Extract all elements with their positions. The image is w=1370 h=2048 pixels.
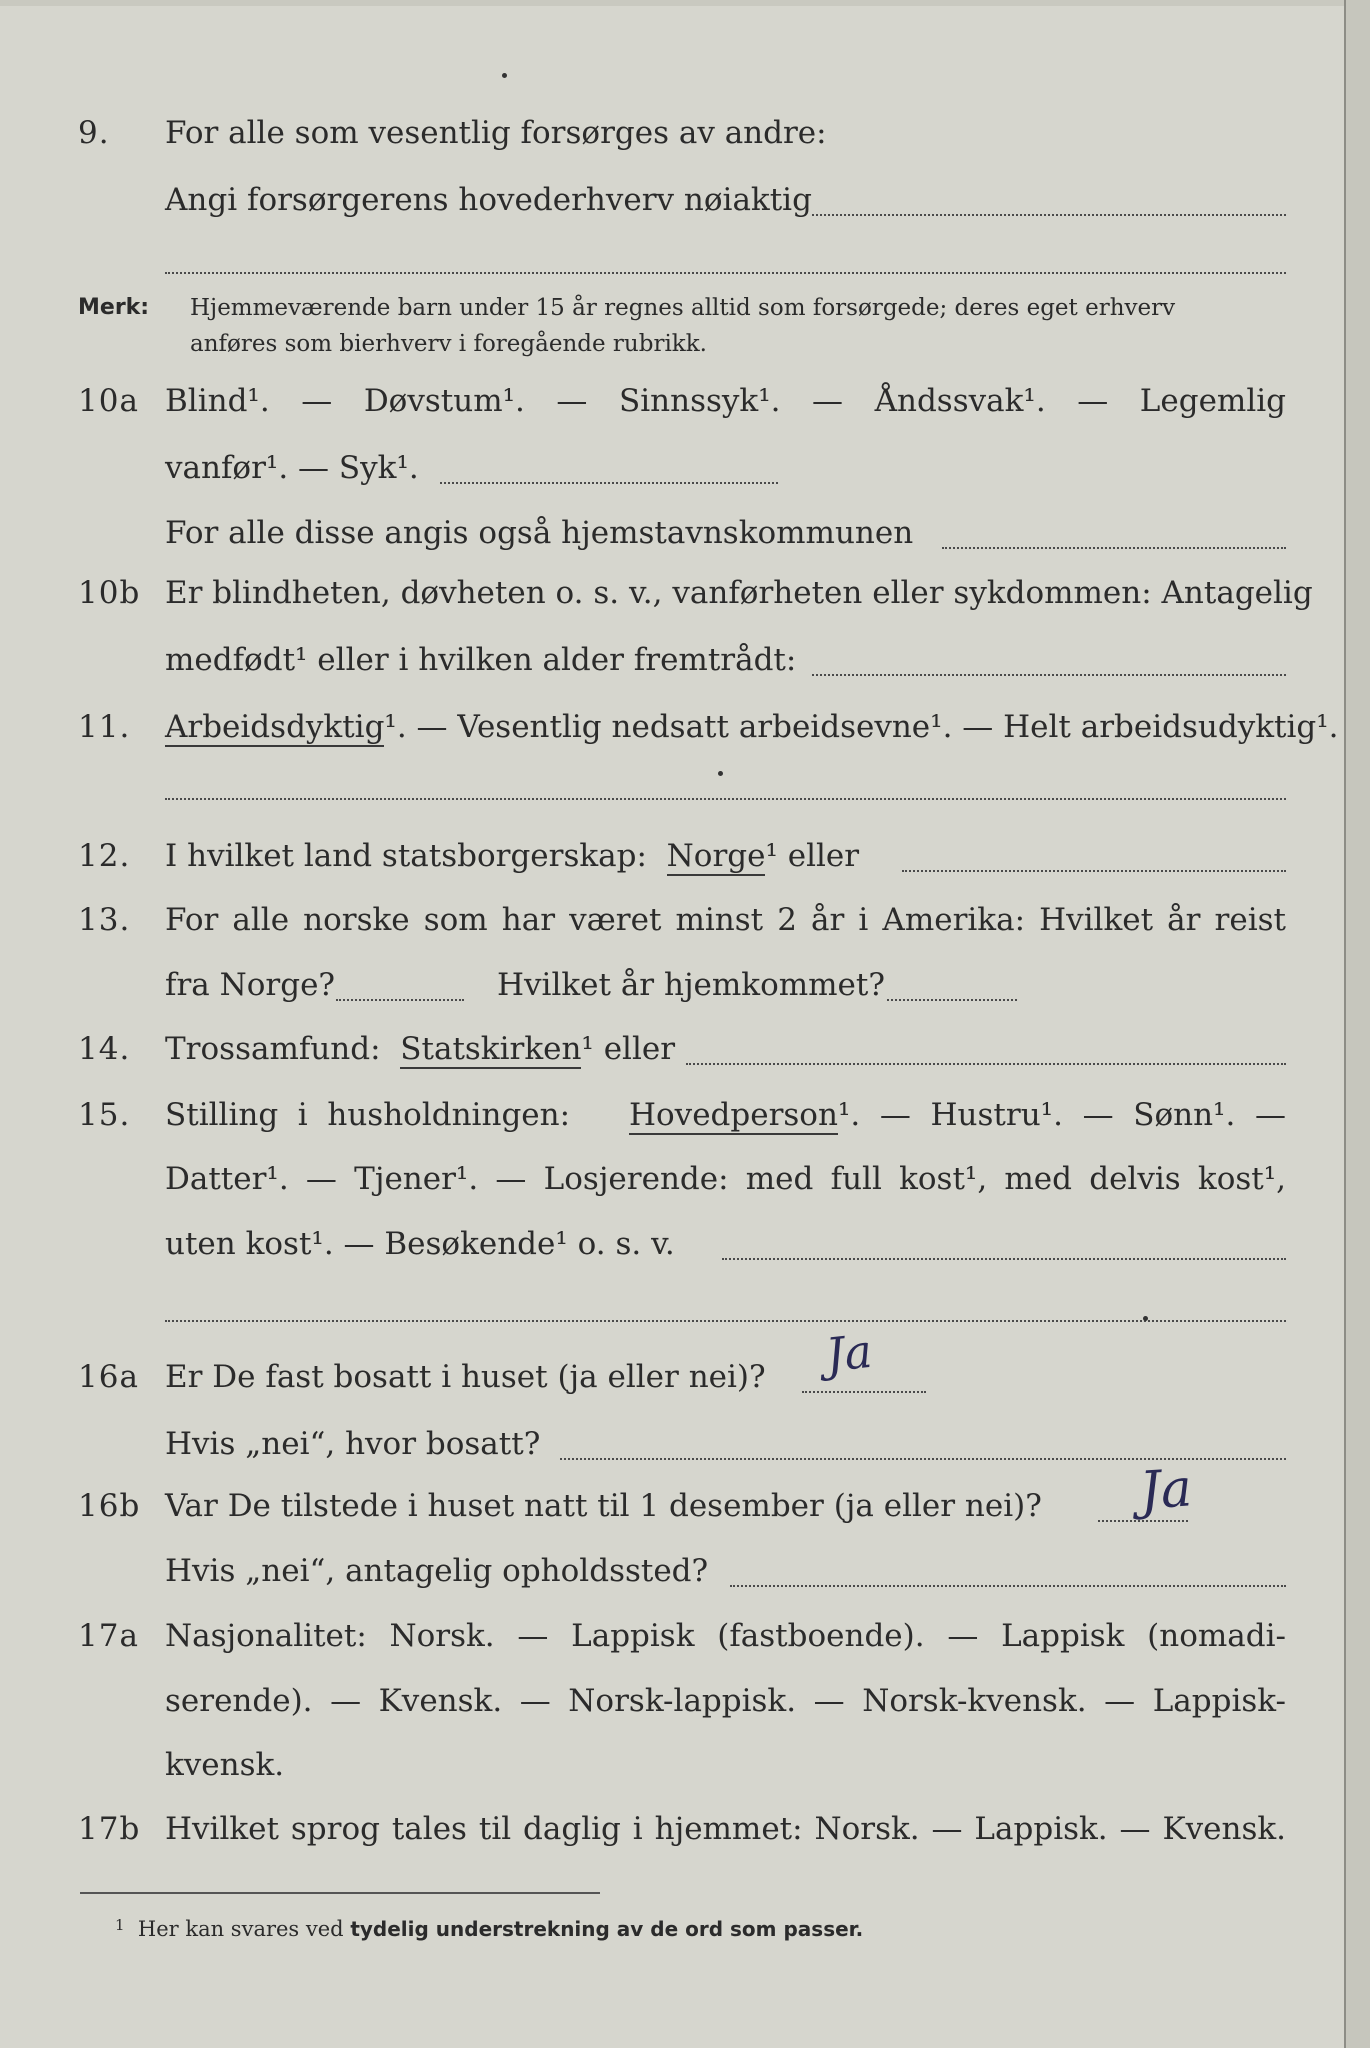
q16b-number: 16b — [78, 1488, 141, 1524]
q15-prompt: Stilling i husholdningen: — [165, 1097, 571, 1133]
merk-text-line1: Hjemmeværende barn under 15 år regnes alltid som forsørgede; deres eget erhverv — [190, 295, 1176, 321]
footnote-bold-text: tydelig understrekning av de ord som passer. — [350, 1917, 864, 1941]
paper-speck — [718, 771, 723, 776]
q10b-text2: medfødt¹ eller i hvilken alder fremtrådt: — [165, 642, 797, 678]
q15-text2: Datter¹. — Tjener¹. — Losjerende: med full kost¹, med delvis kost¹, — [165, 1161, 1286, 1197]
q15-post: ¹. — Hustru¹. — Sønn¹. — — [837, 1097, 1286, 1133]
q10b-line2 — [0, 630, 1320, 690]
q10b-answer-field[interactable] — [812, 674, 1286, 676]
q9-number: 9. — [78, 115, 110, 151]
q16a-line2 — [0, 1414, 1320, 1474]
q10a-number: 10a — [78, 383, 139, 419]
q14-line — [0, 1019, 1320, 1079]
q9-line1 — [0, 103, 1320, 163]
q10b-number: 10b — [78, 575, 141, 611]
q17a-text2: serende). — Kvensk. — Norsk-lappisk. — Norsk-kvensk. — Lappisk- — [165, 1683, 1286, 1719]
q14-answer-field[interactable] — [686, 1063, 1286, 1065]
q9-answer-field[interactable] — [812, 214, 1286, 216]
q16a-handwritten-answer: Ja — [823, 1323, 875, 1383]
q16a-number: 16a — [78, 1359, 139, 1395]
q13-year-left-field[interactable] — [336, 999, 464, 1001]
q14-text — [165, 1019, 675, 1079]
q16a-text: Er De fast bosatt i huset (ja eller nei)? — [165, 1359, 766, 1395]
q16a-line1 — [0, 1347, 1320, 1407]
q9-line2 — [0, 170, 1320, 230]
q10a-text3: For alle disse angis også hjemstavnskommunen — [165, 515, 914, 551]
q15-line1 — [0, 1085, 1320, 1145]
q15-number: 15. — [78, 1097, 131, 1133]
q12-prompt: I hvilket land statsborgerskap: — [165, 838, 647, 874]
q17b-line1 — [0, 1799, 1320, 1859]
q15-answer-field[interactable] — [722, 1258, 1286, 1260]
footnote-rule — [80, 1892, 600, 1894]
q10a-line3 — [0, 503, 1320, 563]
q16a-text2: Hvis „nei“, hvor bosatt? — [165, 1426, 541, 1462]
page-right-edge — [1344, 0, 1370, 2048]
q10b-text: Er blindheten, døvheten o. s. v., vanførheten eller sykdommen: Antagelig — [165, 575, 1313, 611]
q9-text: For alle som vesentlig forsørges av andre: — [165, 115, 827, 151]
paper-speck — [1143, 1316, 1148, 1321]
q16b-line2 — [0, 1541, 1320, 1601]
q10a-text2: vanfør¹. — Syk¹. — [165, 450, 419, 486]
q14-number: 14. — [78, 1031, 131, 1067]
q11-number: 11. — [78, 709, 131, 745]
q10b-line1 — [0, 563, 1320, 623]
q13-text2a: fra Norge? — [165, 967, 336, 1003]
footnote-text: Her kan svares ved — [137, 1917, 344, 1941]
q12-answer-field[interactable] — [902, 870, 1286, 872]
q13-text2b: Hvilket år hjemkommet? — [497, 967, 885, 1003]
q17a-text3: kvensk. — [165, 1747, 285, 1783]
q17b-text: Hvilket sprog tales til daglig i hjemmet: Norsk. — Lappisk. — Kvensk. — [165, 1811, 1286, 1847]
q17a-number: 17a — [78, 1618, 139, 1654]
q10a-answer-field[interactable] — [440, 482, 778, 484]
q17a-line1 — [0, 1606, 1320, 1666]
q14-prompt: Trossamfund: — [165, 1031, 381, 1067]
q15-text — [165, 1085, 1286, 1145]
q16a-answer-field[interactable] — [802, 1391, 926, 1393]
q13-year-returned-field[interactable] — [887, 999, 1017, 1001]
q14-underlined-answer: Statskirken — [400, 1031, 582, 1067]
q15-text3: uten kost¹. — Besøkende¹ o. s. v. — [165, 1226, 675, 1262]
q15-line2 — [0, 1149, 1320, 1209]
footnote-mark: 1 — [115, 1916, 125, 1934]
q10a-line1 — [0, 371, 1320, 431]
footnote — [115, 1910, 863, 1944]
q9-prompt: Angi forsørgerens hovederhverv nøiaktig — [165, 182, 812, 218]
q11-line — [0, 697, 1339, 757]
q10a-text: Blind¹. — Døvstum¹. — Sinnssyk¹. — Åndssvak¹. — Legemlig — [165, 383, 1286, 419]
q12-number: 12. — [78, 838, 131, 874]
q10a-line2 — [0, 438, 1320, 498]
q11-text — [165, 697, 1339, 757]
q16b-whereabouts-field[interactable] — [730, 1585, 1286, 1587]
q13-text: For alle norske som har været minst 2 år i Amerika: Hvilket år reist — [165, 902, 1286, 938]
q16b-text: Var De tilstede i huset natt til 1 desember (ja eller nei)? — [165, 1488, 1042, 1524]
q17b-number: 17b — [78, 1811, 141, 1847]
q11-rest: ¹. — Vesentlig nedsatt arbeidsevne¹. — Helt arbeidsudyktig¹. — [384, 709, 1339, 745]
paper-speck — [502, 73, 507, 78]
q12-post: ¹ eller — [765, 838, 860, 874]
q9-answer-field-extra[interactable] — [165, 272, 1286, 274]
q15-line3 — [0, 1214, 1320, 1274]
q16b-text2: Hvis „nei“, antagelig opholdssted? — [165, 1553, 709, 1589]
q14-post: ¹ eller — [581, 1031, 676, 1067]
q15-underlined-answer: Hovedperson — [628, 1097, 838, 1133]
q17a-text: Nasjonalitet: Norsk. — Lappisk (fastboende). — Lappisk (nomadi- — [165, 1618, 1286, 1654]
q11-underlined-answer: Arbeidsdyktig — [165, 709, 385, 745]
q12-text — [165, 826, 859, 886]
q16b-handwritten-answer: Ja — [1137, 1458, 1194, 1522]
q17a-line2 — [0, 1671, 1320, 1731]
q11-answer-field[interactable] — [165, 798, 1286, 800]
q13-line1 — [0, 890, 1320, 950]
merk-text-line2: anføres som bierhverv i foregående rubrikk. — [190, 331, 707, 357]
merk-label: Merk: — [78, 295, 150, 320]
q12-line — [0, 826, 1320, 886]
page-top-edge — [0, 0, 1344, 6]
q16b-line1 — [0, 1476, 1320, 1536]
q10a-home-municipality-field[interactable] — [942, 547, 1286, 549]
q17a-line3 — [0, 1735, 1320, 1795]
q13-number: 13. — [78, 902, 131, 938]
q13-line2 — [0, 955, 1320, 1015]
q15-answer-field-extra[interactable] — [165, 1320, 1286, 1322]
q12-underlined-answer: Norge — [666, 838, 766, 874]
